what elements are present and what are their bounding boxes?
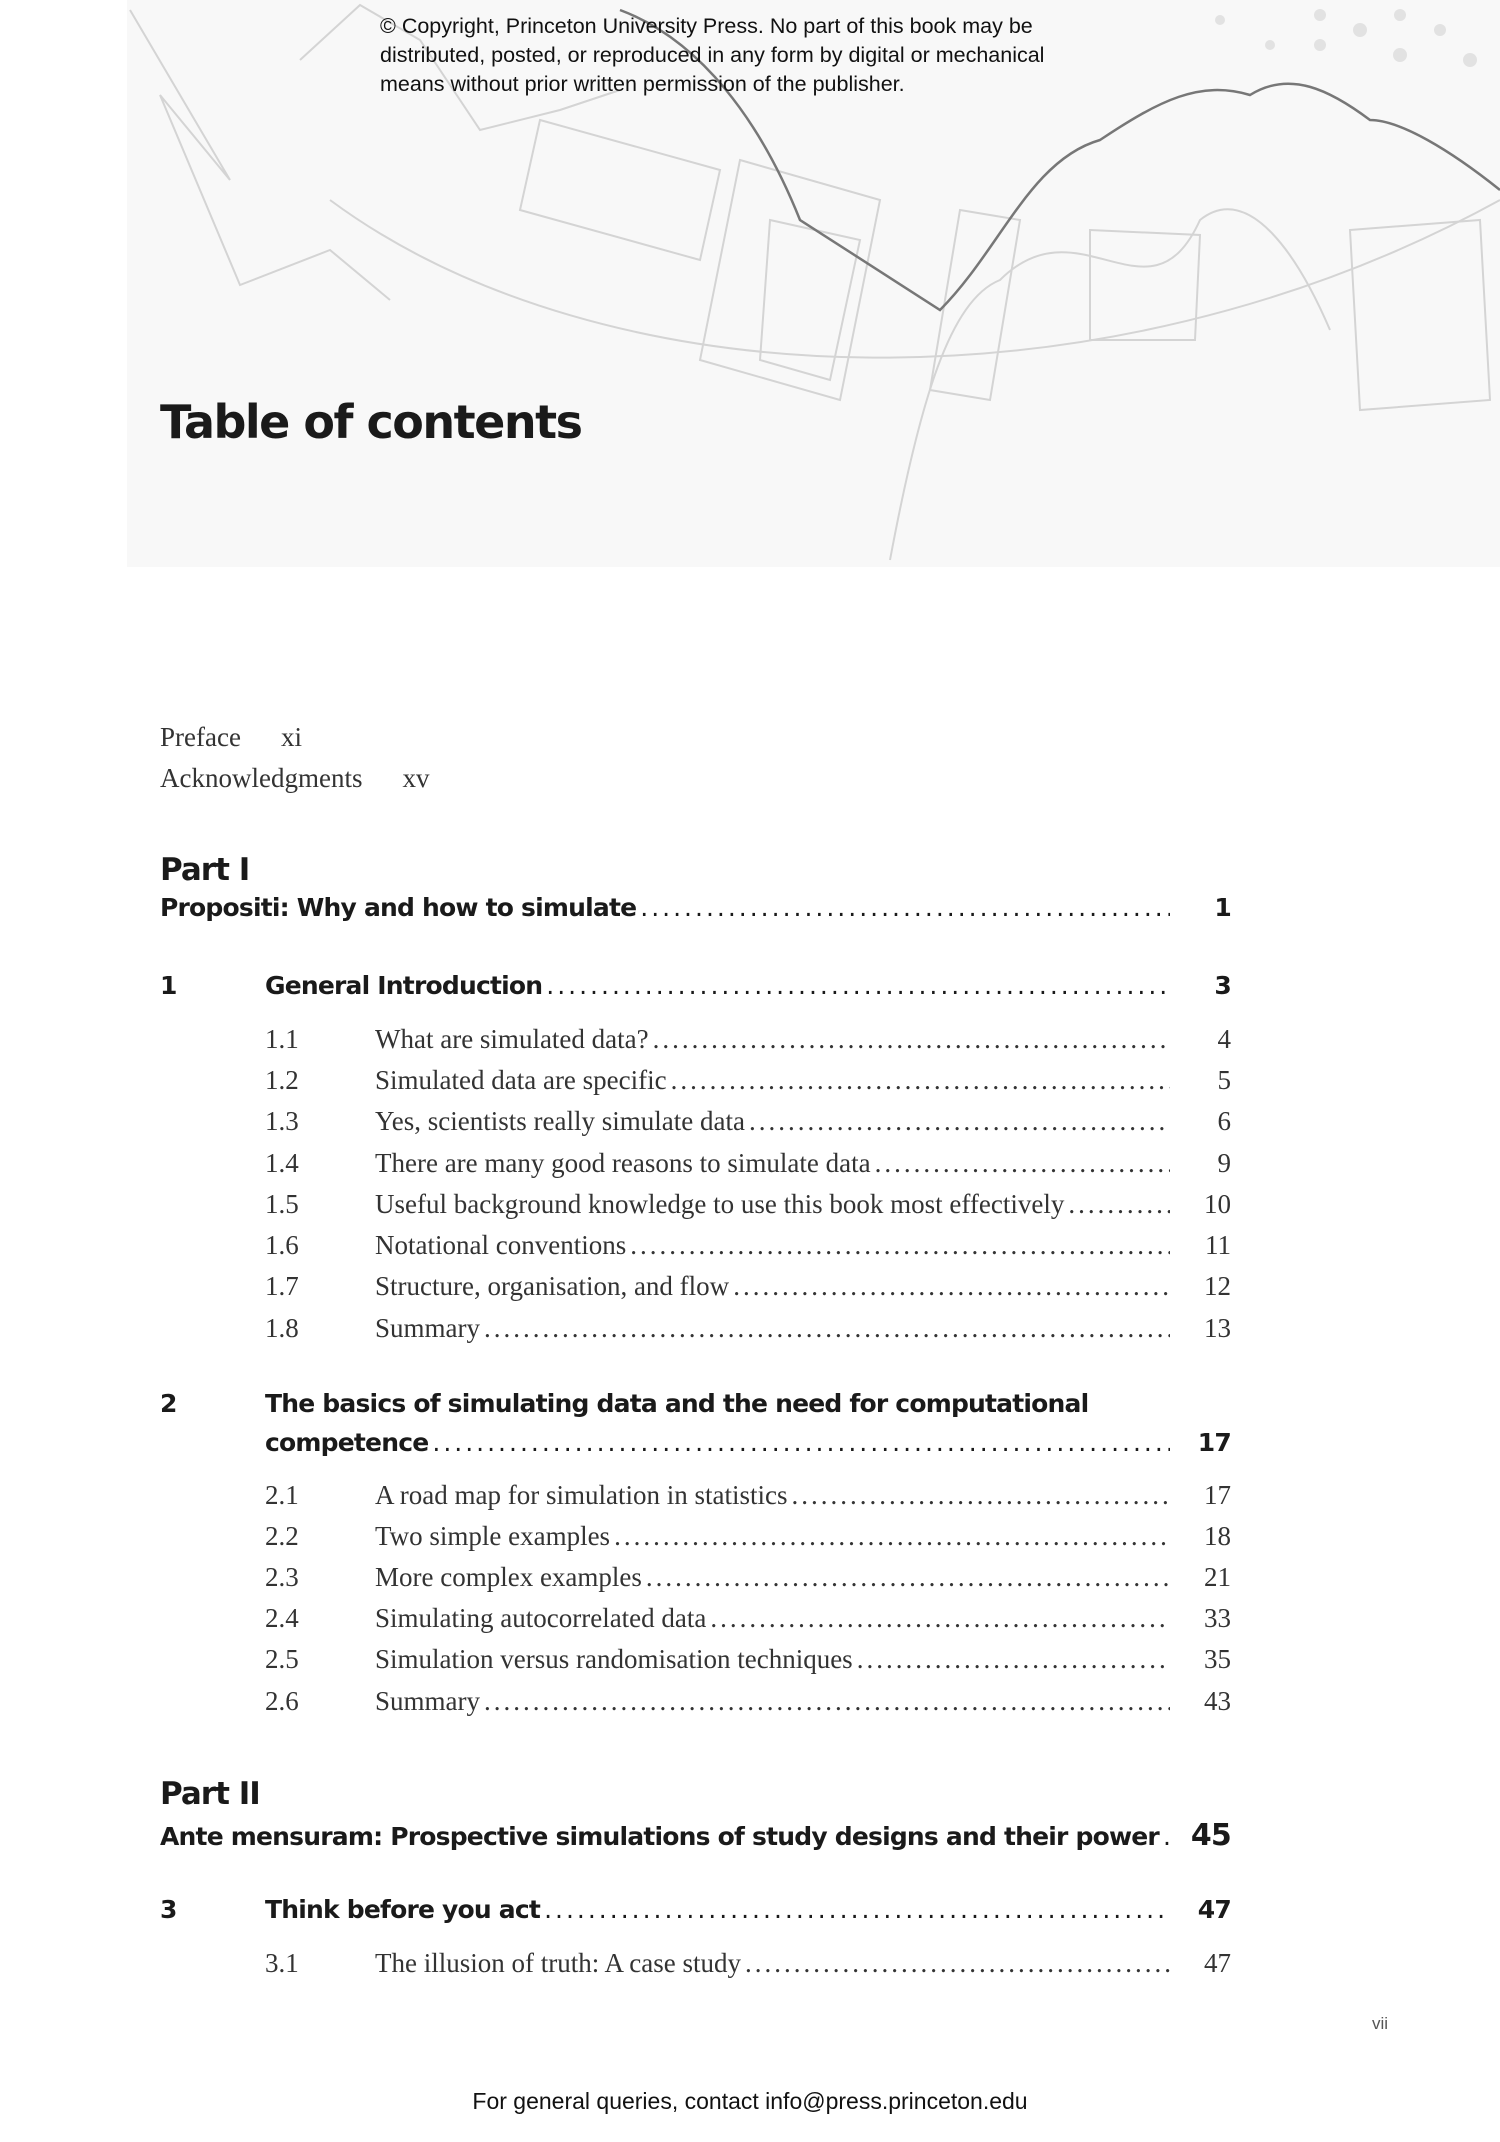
toc-part-entry[interactable]: [160, 893, 1231, 922]
toc-chapter-entry[interactable]: [160, 1895, 1231, 1924]
page-title: Table of contents: [160, 395, 582, 449]
entry-page: 4: [1217, 1024, 1231, 1054]
entry-page: 13: [1204, 1313, 1231, 1343]
entry-title: Acknowledgments: [160, 763, 363, 793]
dot-leader: [646, 1562, 1170, 1593]
section-number: 1.6: [265, 1230, 299, 1260]
dot-leader: [1163, 1822, 1170, 1851]
entry-title: Summary: [375, 1313, 480, 1343]
section-number: 1.3: [265, 1106, 299, 1136]
toc-entry-preface[interactable]: [160, 722, 302, 753]
section-number: 2.1: [265, 1480, 299, 1510]
entry-title: Simulated data are specific: [375, 1065, 667, 1095]
entry-title: Simulation versus randomisation techniques: [375, 1644, 853, 1674]
toc-section-entry[interactable]: [160, 1065, 1231, 1096]
entry-page: 47: [1204, 1948, 1231, 1978]
entry-title: Summary: [375, 1686, 480, 1716]
toc-section-entry[interactable]: [160, 1686, 1231, 1717]
dot-leader: [653, 1024, 1170, 1055]
toc-section-entry[interactable]: [160, 1148, 1231, 1179]
toc-section-entry[interactable]: [160, 1271, 1231, 1302]
entry-title: Preface: [160, 722, 241, 752]
toc-section-entry[interactable]: [160, 1644, 1231, 1675]
section-number: 2.5: [265, 1644, 299, 1674]
entry-page: 17: [1204, 1480, 1231, 1510]
toc-chapter-entry[interactable]: [265, 1428, 1231, 1457]
dot-leader: [671, 1065, 1170, 1096]
section-number: 1.1: [265, 1024, 299, 1054]
section-number: 1.8: [265, 1313, 299, 1343]
entry-title: Two simple examples: [375, 1521, 611, 1551]
entry-page: 10: [1204, 1189, 1231, 1219]
entry-page: 1: [1214, 893, 1231, 922]
entry-title: A road map for simulation in statistics: [375, 1480, 788, 1510]
toc-section-entry[interactable]: [160, 1603, 1231, 1634]
entry-page: xv: [402, 763, 430, 793]
toc-section-entry[interactable]: [160, 1521, 1231, 1552]
toc-entry-acknowledgments[interactable]: [160, 763, 429, 794]
toc-chapter-entry[interactable]: [160, 971, 1231, 1000]
toc-part-entry[interactable]: [160, 1818, 1231, 1853]
entry-title: Yes, scientists really simulate data: [375, 1106, 745, 1136]
section-number: 1.2: [265, 1065, 299, 1095]
entry-title: Notational conventions: [375, 1230, 627, 1260]
entry-page: 47: [1197, 1895, 1231, 1924]
dot-leader: [875, 1148, 1170, 1179]
entry-title: General Introduction: [265, 971, 543, 1000]
dot-leader: [749, 1106, 1170, 1137]
section-number: 2.3: [265, 1562, 299, 1592]
copyright-line: © Copyright, Princeton University Press. No part of this book may be: [380, 14, 1033, 38]
entry-page: 35: [1204, 1644, 1231, 1674]
toc-section-entry[interactable]: [160, 1480, 1231, 1511]
entry-page: 45: [1190, 1818, 1231, 1853]
entry-page: 17: [1197, 1428, 1231, 1457]
dot-leader: [791, 1480, 1170, 1511]
chapter-number: 1: [160, 971, 177, 1000]
dot-leader: [614, 1521, 1170, 1552]
dot-leader: [733, 1271, 1170, 1302]
entry-page: 11: [1205, 1230, 1231, 1260]
entry-title: There are many good reasons to simulate data: [375, 1148, 871, 1178]
section-number: 2.6: [265, 1686, 299, 1716]
entry-page: 18: [1204, 1521, 1231, 1551]
entry-title: What are simulated data?: [375, 1024, 649, 1054]
dot-leader: [1068, 1189, 1170, 1220]
entry-title: Think before you act: [265, 1895, 541, 1924]
part-label: Part I: [160, 852, 250, 888]
entry-page: 33: [1204, 1603, 1231, 1633]
entry-title: More complex examples: [375, 1562, 642, 1592]
entry-title: The illusion of truth: A case study: [375, 1948, 741, 1978]
toc-section-entry[interactable]: [160, 1189, 1231, 1220]
footer-contact: For general queries, contact info@press.princeton.edu: [472, 2088, 1028, 2114]
entry-page: 12: [1204, 1271, 1231, 1301]
entry-page: 9: [1217, 1148, 1231, 1178]
entry-title: Useful background knowledge to use this book most effectively: [375, 1189, 1065, 1219]
dot-leader: [484, 1313, 1170, 1344]
entry-title: The basics of simulating data and the need for computational: [265, 1389, 1089, 1418]
section-number: 2.2: [265, 1521, 299, 1551]
toc-section-entry[interactable]: [160, 1230, 1231, 1261]
entry-title: Propositi: Why and how to simulate: [160, 893, 637, 922]
toc-section-entry[interactable]: [160, 1562, 1231, 1593]
section-number: 1.4: [265, 1148, 299, 1178]
entry-page: 43: [1204, 1686, 1231, 1716]
entry-page: 3: [1214, 971, 1231, 1000]
dot-leader: [710, 1603, 1170, 1634]
toc-section-entry[interactable]: [160, 1313, 1231, 1344]
dot-leader: [630, 1230, 1170, 1261]
section-number: 1.7: [265, 1271, 299, 1301]
part-label: Part II: [160, 1776, 260, 1812]
chapter-number: 2: [160, 1389, 177, 1418]
dot-leader: [432, 1428, 1170, 1457]
dot-leader: [857, 1644, 1170, 1675]
toc-section-entry[interactable]: [160, 1106, 1231, 1137]
toc-section-entry[interactable]: [160, 1024, 1231, 1055]
dot-leader: [546, 971, 1170, 1000]
section-number: 3.1: [265, 1948, 299, 1978]
copyright-notice: [380, 12, 1140, 99]
dot-leader: [640, 893, 1170, 922]
dot-leader: [544, 1895, 1170, 1924]
section-number: 2.4: [265, 1603, 299, 1633]
entry-page: xi: [280, 722, 302, 752]
entry-title: competence: [265, 1428, 429, 1457]
entry-page: 5: [1217, 1065, 1231, 1095]
dot-leader: [745, 1948, 1170, 1979]
entry-title: Simulating autocorrelated data: [375, 1603, 707, 1633]
dot-leader: [484, 1686, 1170, 1717]
copyright-line: distributed, posted, or reproduced in any form by digital or mechanical: [380, 43, 1045, 67]
entry-page: 6: [1217, 1106, 1231, 1136]
chapter-number: 3: [160, 1895, 177, 1924]
entry-title: Ante mensuram: Prospective simulations of study designs and their power: [160, 1822, 1159, 1851]
toc-chapter-entry-line[interactable]: [160, 1389, 1231, 1418]
section-number: 1.5: [265, 1189, 299, 1219]
page-number: vii: [1372, 2014, 1389, 2033]
entry-page: 21: [1204, 1562, 1231, 1592]
toc-section-entry[interactable]: [160, 1948, 1231, 1979]
copyright-line: means without prior written permission of the publisher.: [380, 72, 905, 96]
entry-title: Structure, organisation, and flow: [375, 1271, 730, 1301]
